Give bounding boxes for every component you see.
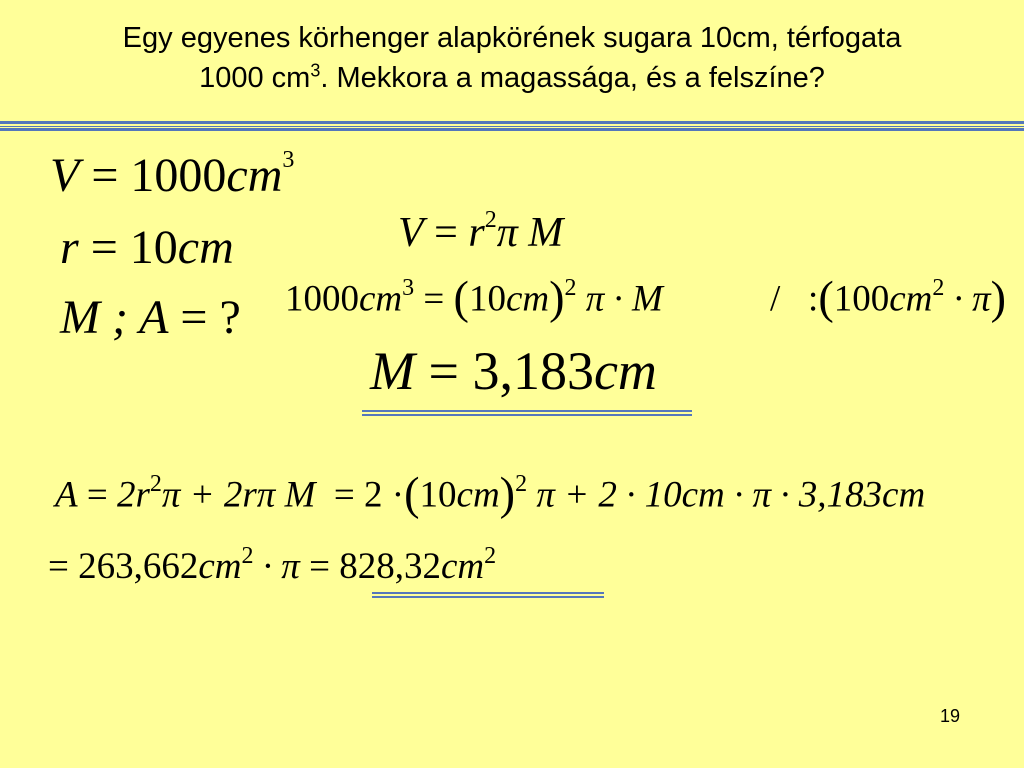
title-line-1: Egy egyenes körhenger alapkörének sugara 10cm, térfogata [122,22,902,54]
given-volume: $V = 1000cm^3$ [50,147,295,202]
title-line-2: 1000 $cm^3$. Mekkora a magassága, és a felszíne? [199,60,825,94]
given-radius: r = 10cm [60,221,234,274]
volume-formula: $V = r^2\pi$ M [398,207,564,256]
slide-title [0,18,1024,98]
title-divider [0,121,1024,131]
surface-result-underline [372,592,604,598]
height-result: M = 3,183cm [370,341,657,401]
page-number: 19 [939,706,961,726]
surface-formula-line: $A = 2r^2\pi + 2r\pi$ $M = 2 \cdot(10cm)^2$ π + 2 · 10cm · π · 3,183cm [55,469,926,520]
height-result-underline [362,410,692,416]
substituted-equation: $1000cm^3 = (10cm)^2$ π · M [285,273,663,324]
surface-result-line: = $263,662cm^2 \cdot \pi = 828,32cm^2$ [48,543,497,587]
division-step: / $:(100cm^2 \cdot \pi)$ [770,273,1007,324]
given-unknowns: M ; A = ? [60,291,241,344]
